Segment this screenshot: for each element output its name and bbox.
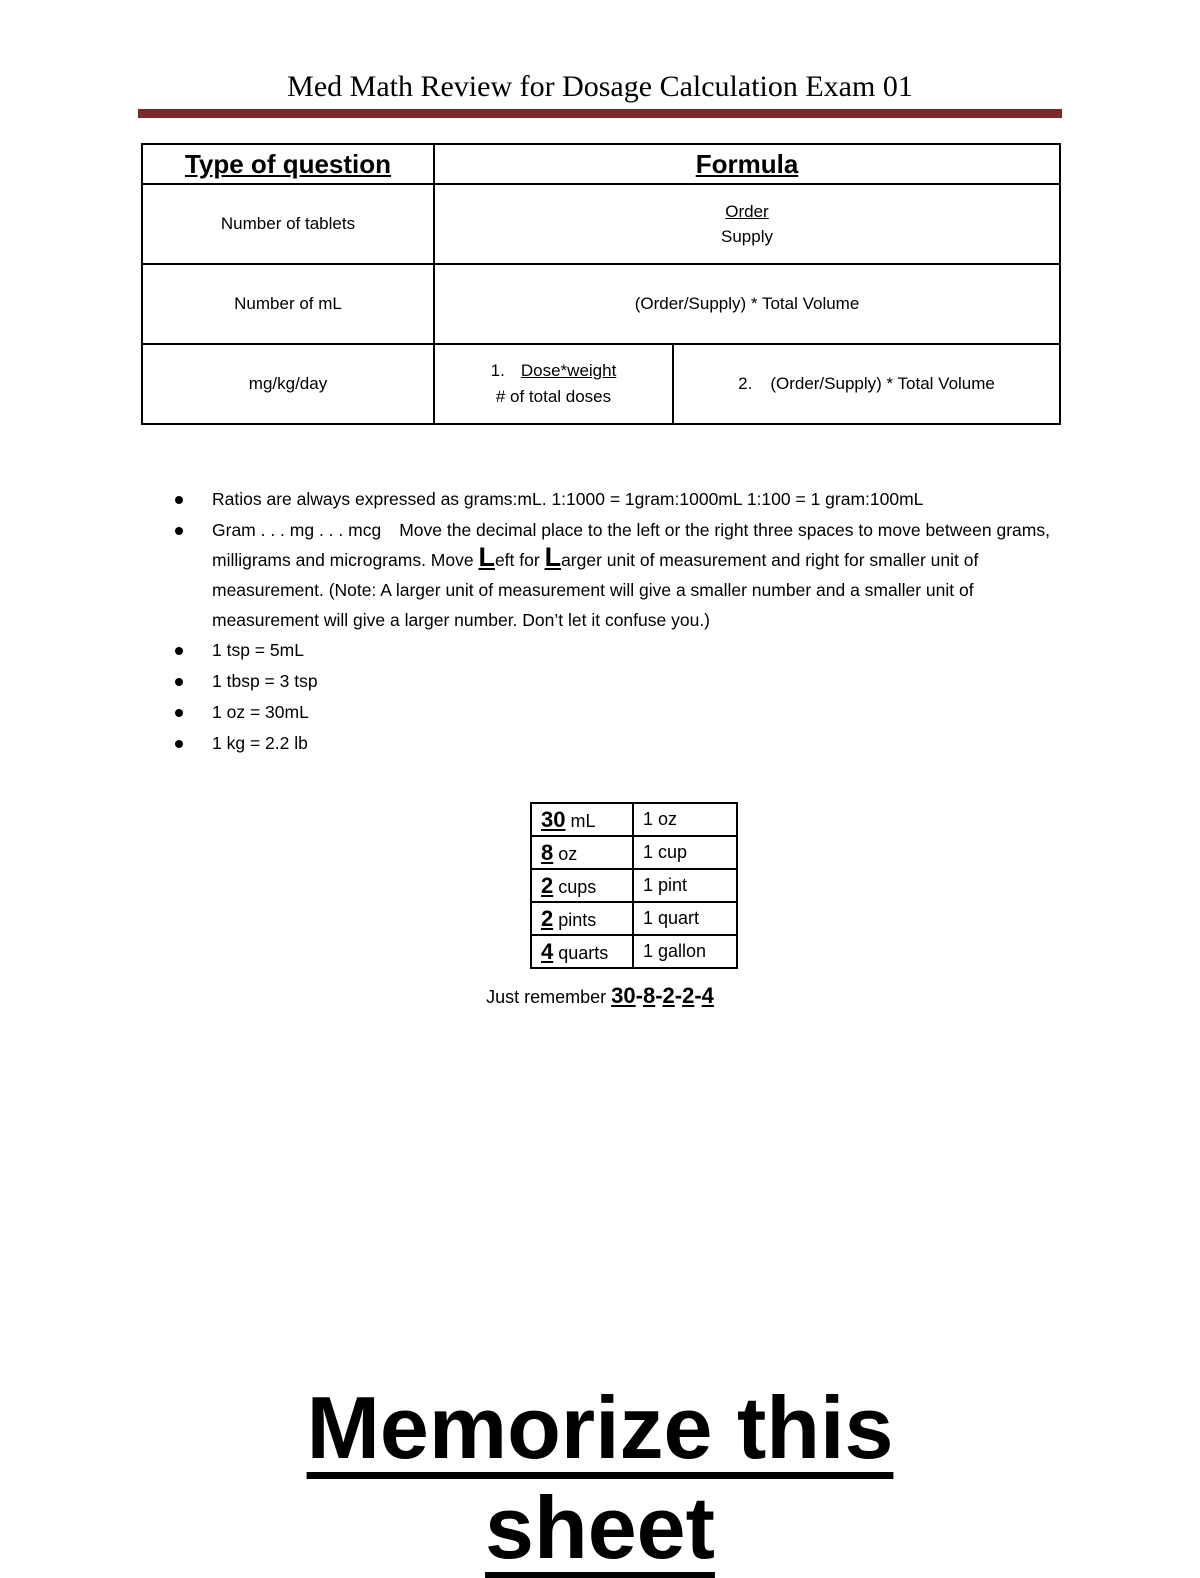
sequence-sep: -: [674, 983, 683, 1008]
conversion-qty: 2: [541, 905, 554, 931]
conversion-qty: 30: [541, 806, 566, 832]
step-2-formula: [673, 344, 1060, 424]
bullet-list: [172, 484, 1052, 759]
bullet-text: Gram . . . mg . . . mcg: [212, 520, 382, 540]
sequence-digit: 2: [662, 983, 675, 1008]
list-item: [172, 728, 1052, 759]
conversion-equals: 1 pint: [633, 869, 737, 902]
remember-prefix: Just remember: [486, 987, 612, 1007]
bullet-text: arger unit of measurement and right for smaller unit of measurement. (Note: A larger unit of measurement will give a smaller number and a smaller unit of measurement will give a larger number. Don’t let it confuse you.): [212, 550, 979, 630]
conversion-amount: [531, 935, 633, 968]
list-item: [172, 635, 1052, 666]
conversion-unit: mL: [565, 810, 596, 831]
step-number: 2.: [738, 374, 753, 393]
conversion-qty: 4: [541, 938, 554, 964]
bullet-text: 1 kg = 2.2 lb: [212, 733, 308, 753]
bullet-text: Ratios are always expressed as grams:mL. 1:1000 = 1gram:1000mL 1:100 = 1 gram:100mL: [212, 489, 924, 509]
bullet-text: 1 tbsp = 3 tsp: [212, 671, 318, 691]
bullet-text: 1 oz = 30mL: [212, 702, 309, 722]
bullet-text: 1 tsp = 5mL: [212, 640, 304, 660]
step-number: 1.: [490, 361, 505, 380]
remember-line: [0, 983, 1200, 1009]
conversion-unit: oz: [553, 843, 578, 864]
formula-table: [141, 143, 1061, 425]
sequence-sep: -: [694, 983, 702, 1008]
conversion-amount: [531, 902, 633, 935]
table-row: [531, 836, 737, 869]
conversion-amount: [531, 803, 633, 836]
emphasis-letter: L: [544, 542, 562, 572]
memorize-heading: Memorize this sheet: [306, 1378, 894, 1577]
formula-numerator: Order: [725, 202, 769, 221]
formula-text: (Order/Supply) * Total Volume: [770, 374, 995, 393]
table-row: [142, 344, 1060, 424]
header-type-of-question: Type of question: [142, 144, 434, 184]
list-item: [172, 484, 1052, 515]
conversion-equals: 1 oz: [633, 803, 737, 836]
header-formula: Formula: [434, 144, 1060, 184]
formula-denominator: # of total doses: [495, 387, 612, 406]
conversion-unit: cups: [553, 876, 597, 897]
table-row: [531, 803, 737, 836]
table-row: [531, 935, 737, 968]
list-item: [172, 666, 1052, 697]
emphasis-letter: L: [478, 542, 495, 572]
row-type: mg/kg/day: [142, 344, 434, 424]
conversion-equals: 1 gallon: [633, 935, 737, 968]
conversion-table: [530, 802, 738, 969]
conversion-equals: 1 quart: [633, 902, 737, 935]
row-type: Number of mL: [142, 264, 434, 344]
bullet-text: eft for: [494, 550, 545, 570]
conversion-qty: 8: [541, 839, 554, 865]
conversion-qty: 2: [541, 872, 554, 898]
table-row: [142, 264, 1060, 344]
sequence-digit: 30: [611, 983, 636, 1008]
conversion-equals: 1 cup: [633, 836, 737, 869]
table-row: [142, 184, 1060, 264]
conversion-unit: quarts: [553, 942, 609, 963]
sequence-digit: 8: [642, 983, 656, 1008]
sequence-sep: -: [655, 983, 663, 1008]
sequence-digit: 4: [701, 983, 714, 1008]
formula-numerator: Dose*weight: [520, 361, 617, 380]
row-type: Number of tablets: [142, 184, 434, 264]
sequence-sep: -: [635, 983, 643, 1008]
conversion-amount: [531, 836, 633, 869]
conversion-unit: pints: [553, 909, 597, 930]
row-formula: [434, 184, 1060, 264]
bullet-text: Move the decimal place to the left or the right three spaces to move between grams, milligrams and micrograms. Move: [212, 520, 1050, 570]
step-1-formula: [434, 344, 673, 424]
list-item: [172, 697, 1052, 728]
list-item: [172, 515, 1052, 635]
row-formula: (Order/Supply) * Total Volume: [434, 264, 1060, 344]
title-rule: [138, 109, 1062, 118]
formula-denominator: Supply: [721, 227, 773, 246]
remember-sequence: [611, 983, 714, 1008]
sequence-digit: 2: [682, 983, 695, 1008]
table-row: [531, 869, 737, 902]
page-title: Med Math Review for Dosage Calculation Exam 01: [287, 70, 913, 103]
formula-table-header: [142, 144, 1060, 184]
conversion-amount: [531, 869, 633, 902]
table-row: [531, 902, 737, 935]
